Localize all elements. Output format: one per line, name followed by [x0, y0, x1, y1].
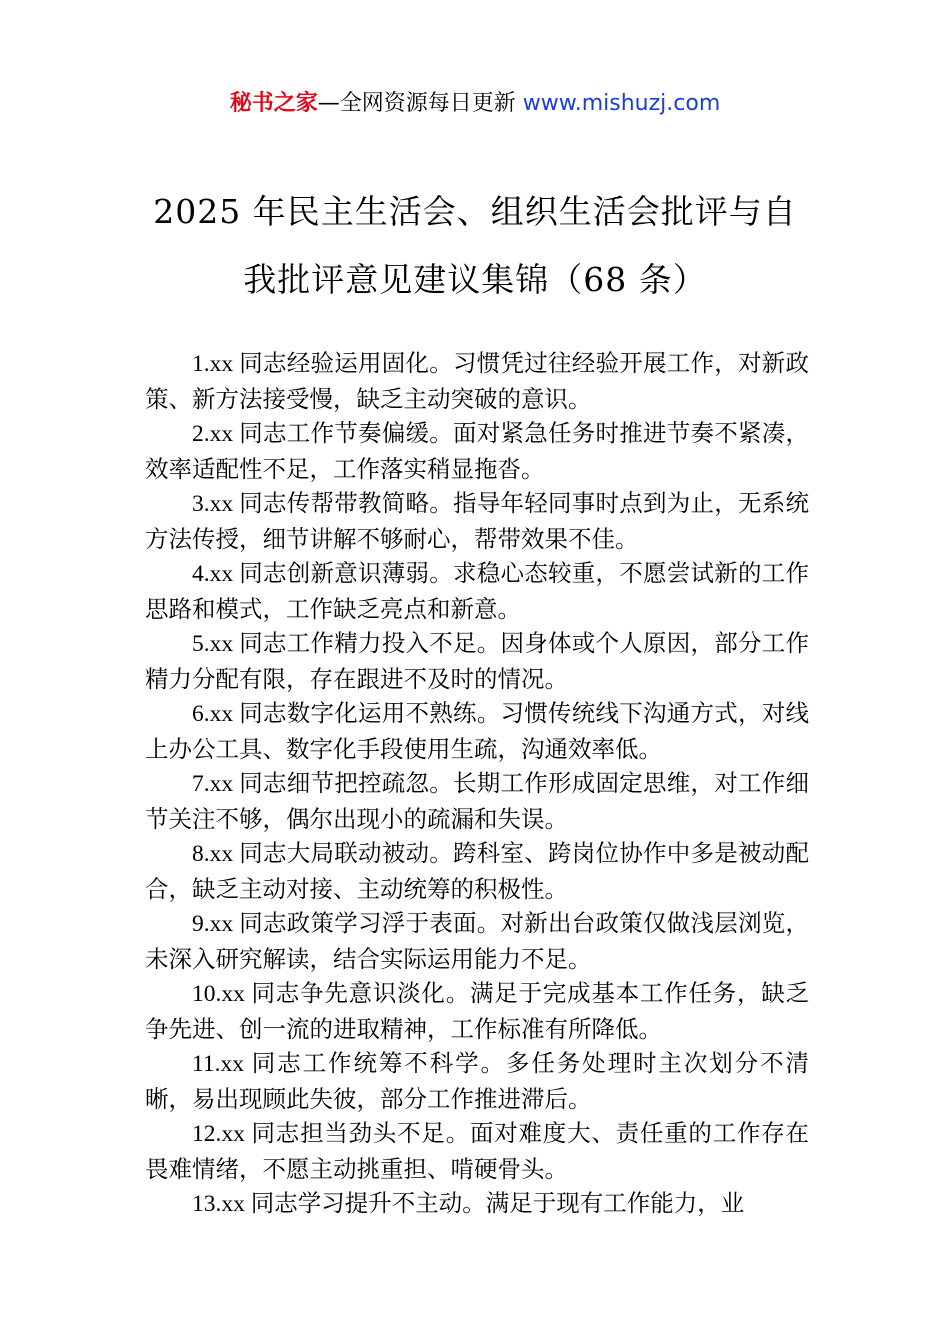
- item-number: 6.xx: [192, 701, 240, 727]
- list-item: [145, 626, 809, 696]
- item-text: 同志工作统筹不科学。多任务处理时主次划分不清晰，易出现顾此失彼，部分工作推进滞后。: [145, 1049, 809, 1113]
- item-text: 同志创新意识薄弱。求稳心态较重，不愿尝试新的工作思路和模式，工作缺乏亮点和新意。: [145, 559, 809, 623]
- list-item: [145, 766, 809, 836]
- title-line-1: 2025 年民主生活会、组织生活会批评与自: [153, 192, 797, 231]
- header-tagline: —全网资源每日更新: [317, 91, 523, 116]
- list-item: [145, 556, 809, 626]
- item-text: 同志传帮带教简略。指导年轻同事时点到为止，无系统方法传授，细节讲解不够耐心，帮带效果不佳。: [145, 489, 809, 553]
- item-number: 8.xx: [192, 841, 240, 867]
- item-text: 同志担当劲头不足。面对难度大、责任重的工作存在畏难情绪，不愿主动挑重担、啃硬骨头。: [145, 1119, 810, 1183]
- item-number: 4.xx: [192, 561, 240, 587]
- item-number: 9.xx: [192, 911, 240, 937]
- item-text: 同志细节把控疏忽。长期工作形成固定思维，对工作细节关注不够，偶尔出现小的疏漏和失误。: [145, 769, 809, 833]
- item-number: 13.xx: [192, 1191, 251, 1217]
- item-number: 7.xx: [192, 771, 240, 797]
- list-item: [145, 696, 809, 766]
- site-header: [0, 86, 950, 122]
- list-item: [145, 976, 809, 1046]
- item-text: 同志学习提升不主动。满足于现有工作能力，业: [250, 1189, 745, 1217]
- item-number: 1.xx: [192, 351, 240, 377]
- item-number: 5.xx: [192, 631, 240, 657]
- document-title: [145, 178, 805, 314]
- list-item: [145, 346, 809, 416]
- item-text: 同志大局联动被动。跨科室、跨岗位协作中多是被动配合，缺乏主动对接、主动统筹的积极性。: [145, 839, 809, 903]
- title-line-2: 我批评意见建议集锦（68 条）: [243, 260, 707, 299]
- item-number: 2.xx: [192, 421, 240, 447]
- list-item: [145, 416, 809, 486]
- list-item: [145, 906, 809, 976]
- list-item: [145, 836, 809, 906]
- item-text: 同志工作节奏偏缓。面对紧急任务时推进节奏不紧凑，效率适配性不足，工作落实稍显拖沓。: [145, 419, 809, 483]
- site-url-link[interactable]: www.mishuzj.com: [522, 91, 721, 116]
- item-text: 同志工作精力投入不足。因身体或个人原因，部分工作精力分配有限，存在跟进不及时的情况。: [145, 629, 809, 693]
- list-item: [145, 1116, 809, 1186]
- item-number: 10.xx: [192, 981, 252, 1007]
- item-text: 同志争先意识淡化。满足于完成基本工作任务，缺乏争先进、创一流的进取精神，工作标准有所降低。: [145, 979, 810, 1043]
- list-item: [145, 1186, 809, 1222]
- item-text: 同志政策学习浮于表面。对新出台政策仅做浅层浏览，未深入研究解读，结合实际运用能力不足。: [145, 909, 809, 973]
- item-number: 11.xx: [192, 1051, 252, 1077]
- item-number: 3.xx: [192, 491, 240, 517]
- item-text: 同志数字化运用不熟练。习惯传统线下沟通方式，对线上办公工具、数字化手段使用生疏，沟通效率低。: [145, 699, 809, 763]
- item-number: 12.xx: [192, 1121, 252, 1147]
- list-item: [145, 486, 809, 556]
- document-body: [145, 346, 809, 1222]
- brand-name: 秘书之家: [229, 91, 318, 116]
- item-text: 同志经验运用固化。习惯凭过往经验开展工作，对新政策、新方法接受慢，缺乏主动突破的意识。: [145, 349, 809, 413]
- list-item: [145, 1046, 809, 1116]
